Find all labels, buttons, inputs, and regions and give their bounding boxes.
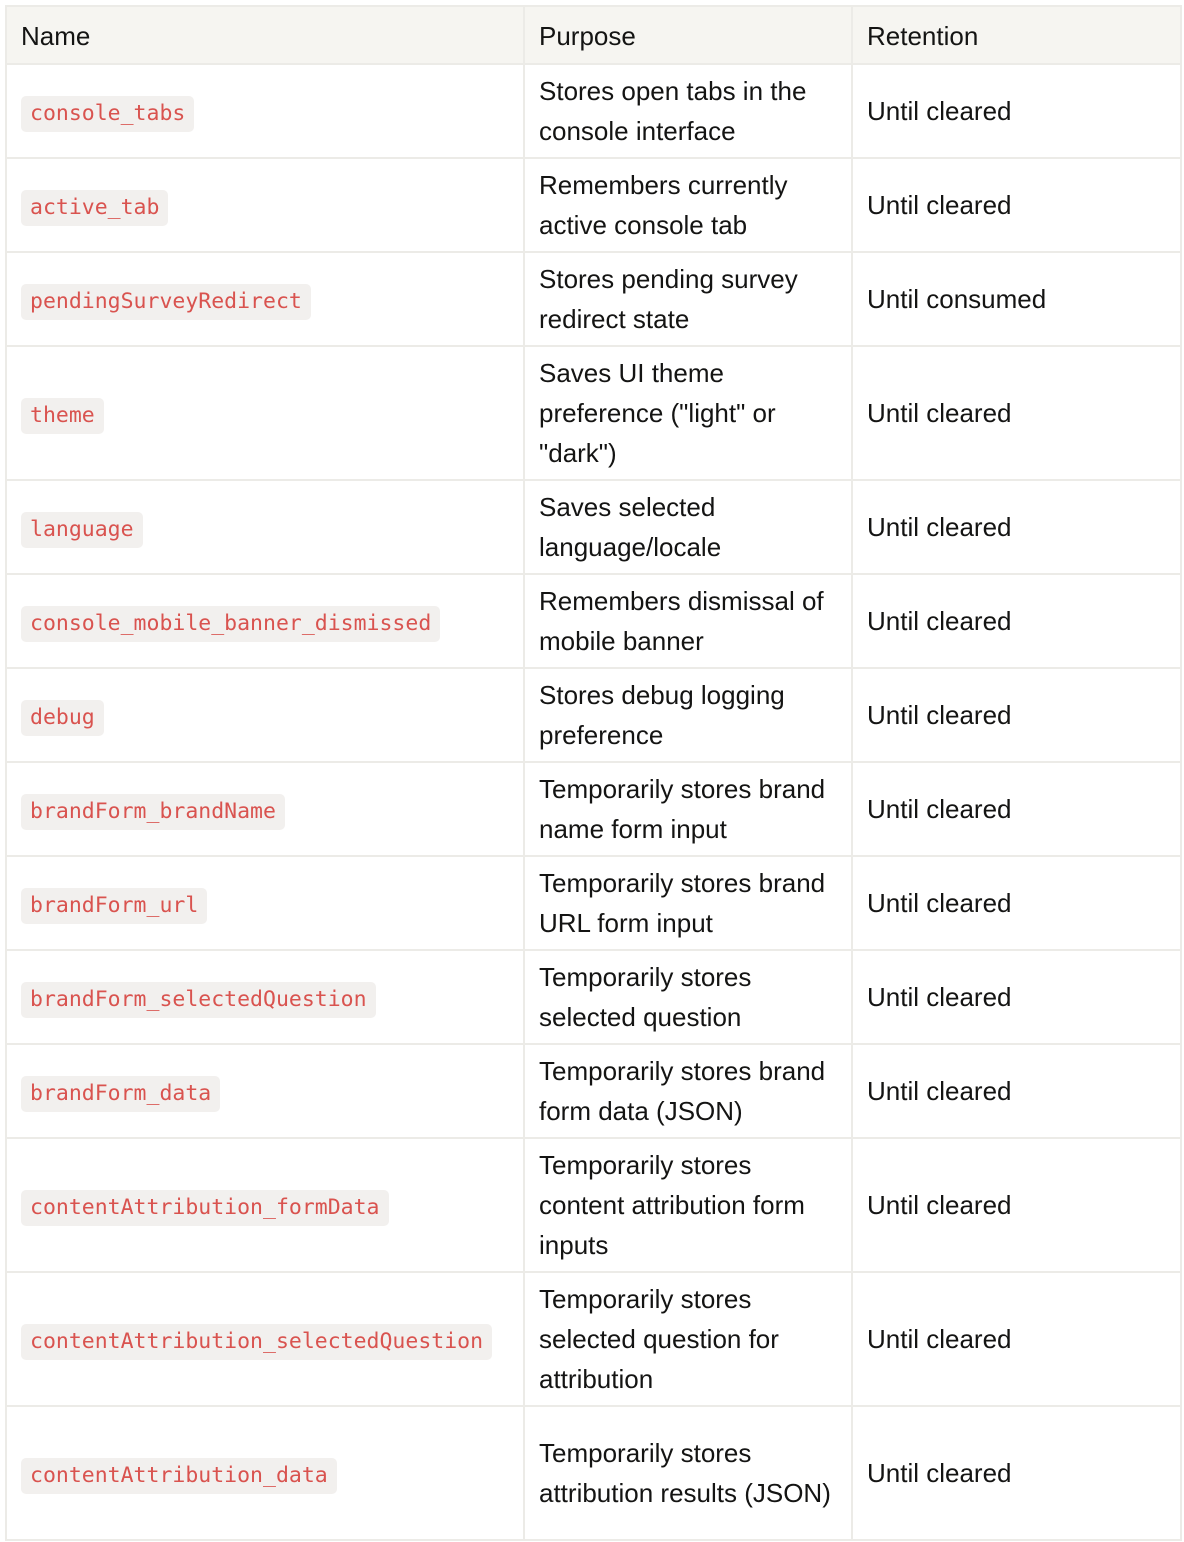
table-row — [6, 856, 1181, 950]
retention-cell: Until consumed — [852, 252, 1181, 346]
column-header-purpose: Purpose — [524, 6, 852, 64]
retention-cell: Until cleared — [852, 950, 1181, 1044]
storage-key-code: brandForm_data — [21, 1076, 220, 1112]
name-cell — [6, 668, 524, 762]
storage-table-container — [5, 5, 1180, 1541]
name-cell — [6, 574, 524, 668]
purpose-cell: Temporarily stores attribution results (JSON) — [524, 1406, 852, 1540]
purpose-cell: Saves selected language/locale — [524, 480, 852, 574]
table-row — [6, 574, 1181, 668]
purpose-cell: Remembers currently active console tab — [524, 158, 852, 252]
storage-key-code: console_mobile_banner_dismissed — [21, 606, 440, 642]
purpose-cell: Stores open tabs in the console interface — [524, 64, 852, 158]
storage-key-code: brandForm_brandName — [21, 794, 285, 830]
name-cell — [6, 64, 524, 158]
storage-key-code: debug — [21, 700, 104, 736]
table-row — [6, 950, 1181, 1044]
name-cell — [6, 158, 524, 252]
retention-cell: Until cleared — [852, 668, 1181, 762]
name-cell — [6, 1406, 524, 1540]
purpose-cell: Temporarily stores selected question — [524, 950, 852, 1044]
table-row — [6, 480, 1181, 574]
purpose-cell: Temporarily stores brand form data (JSON) — [524, 1044, 852, 1138]
purpose-cell: Remembers dismissal of mobile banner — [524, 574, 852, 668]
table-row — [6, 1044, 1181, 1138]
retention-cell: Until cleared — [852, 1406, 1181, 1540]
storage-key-code: brandForm_url — [21, 888, 207, 924]
storage-key-code: brandForm_selectedQuestion — [21, 982, 376, 1018]
storage-key-code: contentAttribution_formData — [21, 1190, 389, 1226]
name-cell — [6, 1138, 524, 1272]
storage-key-code: contentAttribution_data — [21, 1458, 337, 1494]
retention-cell: Until cleared — [852, 762, 1181, 856]
table-body — [6, 64, 1181, 1540]
name-cell — [6, 762, 524, 856]
column-header-retention: Retention — [852, 6, 1181, 64]
table-row — [6, 762, 1181, 856]
purpose-cell: Saves UI theme preference ("light" or "dark") — [524, 346, 852, 480]
purpose-cell: Stores debug logging preference — [524, 668, 852, 762]
storage-key-code: language — [21, 512, 143, 548]
name-cell — [6, 480, 524, 574]
purpose-cell: Stores pending survey redirect state — [524, 252, 852, 346]
purpose-cell: Temporarily stores brand URL form input — [524, 856, 852, 950]
table-row — [6, 1138, 1181, 1272]
table-row — [6, 64, 1181, 158]
column-header-name: Name — [6, 6, 524, 64]
retention-cell: Until cleared — [852, 346, 1181, 480]
name-cell — [6, 1272, 524, 1406]
retention-cell: Until cleared — [852, 574, 1181, 668]
storage-keys-table — [5, 5, 1182, 1541]
header-row — [6, 6, 1181, 64]
storage-key-code: theme — [21, 398, 104, 434]
purpose-cell: Temporarily stores brand name form input — [524, 762, 852, 856]
storage-key-code: contentAttribution_selectedQuestion — [21, 1324, 492, 1360]
storage-key-code: active_tab — [21, 190, 168, 226]
name-cell — [6, 346, 524, 480]
table-row — [6, 252, 1181, 346]
retention-cell: Until cleared — [852, 480, 1181, 574]
table-row — [6, 1406, 1181, 1540]
name-cell — [6, 856, 524, 950]
retention-cell: Until cleared — [852, 64, 1181, 158]
name-cell — [6, 252, 524, 346]
table-row — [6, 668, 1181, 762]
name-cell — [6, 950, 524, 1044]
table-header — [6, 6, 1181, 64]
retention-cell: Until cleared — [852, 1138, 1181, 1272]
storage-key-code: console_tabs — [21, 96, 194, 132]
purpose-cell: Temporarily stores selected question for attribution — [524, 1272, 852, 1406]
purpose-cell: Temporarily stores content attribution form inputs — [524, 1138, 852, 1272]
table-row — [6, 346, 1181, 480]
retention-cell: Until cleared — [852, 1044, 1181, 1138]
retention-cell: Until cleared — [852, 1272, 1181, 1406]
table-row — [6, 1272, 1181, 1406]
storage-key-code: pendingSurveyRedirect — [21, 284, 311, 320]
retention-cell: Until cleared — [852, 158, 1181, 252]
name-cell — [6, 1044, 524, 1138]
retention-cell: Until cleared — [852, 856, 1181, 950]
table-row — [6, 158, 1181, 252]
